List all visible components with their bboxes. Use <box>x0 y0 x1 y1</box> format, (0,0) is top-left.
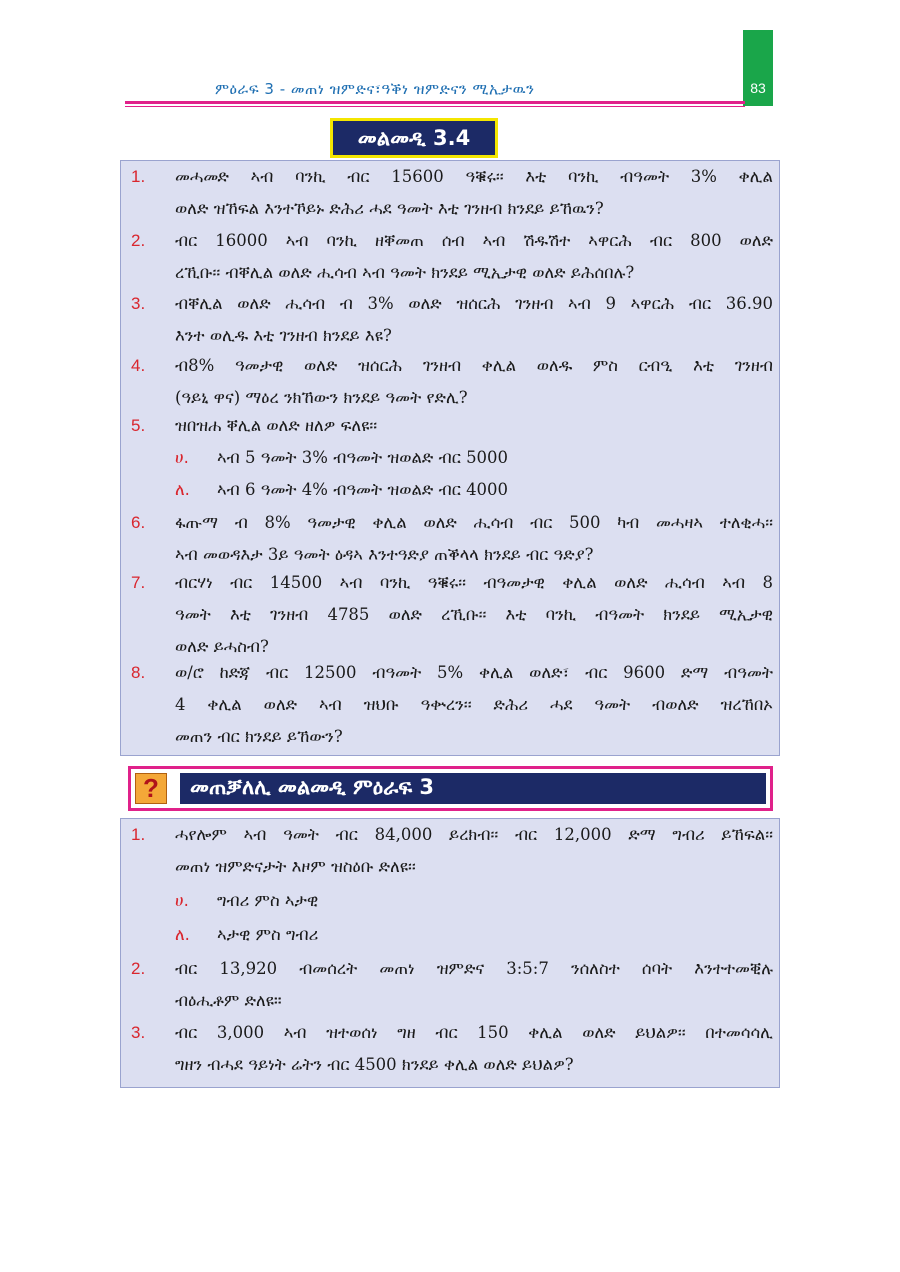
exercise-title: መልመዲ 3.4 <box>357 125 471 150</box>
exercise-title-box <box>330 118 498 158</box>
question-mark-icon: ? <box>135 773 167 804</box>
question-text: መጠን ብር ክንደይ ይኸውን? <box>175 727 343 746</box>
question-number: 2. <box>131 231 146 250</box>
question-text: ግዘን ብሓደ ዓይነት ሬትን ብር 4500 ክንደይ ቀሊል ወለድ ይህልዎ? <box>175 1055 574 1074</box>
question-text: (ዓይኒ ዋና) ማዕረ ንክኸውን ክንደይ ዓመት የድሊ? <box>175 388 468 407</box>
review-panel <box>120 818 780 1088</box>
question-text: ብዕሒቶም ድለዩ። <box>175 991 282 1010</box>
sub-label: ሀ. <box>175 448 189 467</box>
question-text: 4 ቀሊል ወለድ ኣብ ዝህቡ ዓቍረን፡፡ ድሕሪ ሓደ ዓመት ብወለድ ዝረኸበኦ <box>175 695 773 714</box>
question-text: መጠነ ዝምድናታት እዞም ዝስዕቡ ድለዩ፡፡ <box>175 857 416 876</box>
question-text: ብ8% ዓመታዊ ወለድ ዝሰርሕ ገንዘብ ቀሊል ወለዱ ምስ ርብዒ እቲ ገንዘብ <box>175 356 773 375</box>
question-text: ብር 16000 ኣብ ባንኪ ዘቐመጠ ሰብ ኣብ ሽዱሽተ ኣዋርሕ ብር 800 ወለድ <box>175 231 773 250</box>
sub-label: ለ. <box>175 925 190 944</box>
sub-text: ግብሪ ምስ ኣታዊ <box>217 891 319 910</box>
question-number: 8. <box>131 663 146 682</box>
exercise-panel <box>120 160 780 756</box>
question-number: 5. <box>131 416 146 435</box>
question-text: ረኺቡ፡፡ ብቐሊል ወለድ ሒሳብ ኣብ ዓመት ክንደይ ሚኢታዊ ወለድ ይሕሰበሉ? <box>175 263 635 282</box>
question-text: ኣብ መወዳእታ 3ይ ዓመት ዕዳኣ እንተዓድያ ጠቕላላ ክንደይ ብር ዓድያ? <box>175 545 594 564</box>
question-text: ብቐሊል ወለድ ሒሳብ ብ 3% ወለድ ዝሰርሕ ገንዘብ ኣብ 9 ኣዋርሕ ብር 36.90 <box>175 294 773 313</box>
question-number: 1. <box>131 825 146 844</box>
question-text: ዝበዝሐ ቐሊል ወለድ ዘለዎ ፍለዩ፡፡ <box>175 416 378 435</box>
chapter-title: ምዕራፍ 3 - መጠነ ዝምድና፣ዓቕነ ዝምድናን ሚኢታዉን <box>215 80 535 98</box>
question-text: እንተ ወሊዱ እቲ ገንዘብ ክንደይ እዩ? <box>175 326 392 345</box>
question-text: መሓመድ ኣብ ባንኪ ብር 15600 ዓቑሩ፡፡ እቲ ባንኪ ብዓመት 3% ቀሊል <box>175 167 773 186</box>
sub-text: ኣታዊ ምስ ግብሪ <box>217 925 319 944</box>
review-title-box <box>128 766 773 811</box>
question-text: ብርሃነ ብር 14500 ኣብ ባንኪ ዓቑሩ፡፡ ብዓመታዊ ቀሊል ወለድ ሒሳብ ኣብ 8 <box>175 573 773 592</box>
page-number: 83 <box>750 80 766 96</box>
sub-label: ሀ. <box>175 891 189 910</box>
question-number: 6. <box>131 513 146 532</box>
question-text: ብር 13,920 ብመሰረት መጠነ ዝምድና 3:5:7 ንሰለስተ ሰባት እንተተመቒሉ <box>175 959 773 978</box>
question-text: ፋጡማ ብ 8% ዓመታዊ ቀሊል ወለድ ሒሳብ ብር 500 ካብ መሓዛኣ ተለቂሓ፡፡ <box>175 513 773 532</box>
sub-text: ኣብ 6 ዓመት 4% ብዓመት ዝወልድ ብር 4000 <box>217 480 509 499</box>
question-text: ወ/ሮ ከድጃ ብር 12500 ብዓመት 5% ቀሊል ወለድ፣ ብር 9600 ድማ ብዓመት <box>175 663 773 682</box>
sub-label: ለ. <box>175 480 190 499</box>
question-number: 3. <box>131 1023 146 1042</box>
header-divider <box>125 101 745 104</box>
review-title: መጠቓለሊ መልመዲ ምዕራፍ 3 <box>190 775 435 799</box>
question-text: ብር 3,000 ኣብ ዝተወሰነ ግዘ ብር 150 ቀሊል ወለድ ይህልዎ፡፡ በተመሳሳሊ <box>175 1023 773 1042</box>
question-number: 2. <box>131 959 146 978</box>
question-text: ሓየሎም ኣብ ዓመት ብር 84,000 ይረክብ፡፡ ብር 12,000 ድማ ግብሪ ይኸፍል፡፡ <box>175 825 773 844</box>
header-divider-thin <box>125 106 745 107</box>
question-number: 3. <box>131 294 146 313</box>
sub-text: ኣብ 5 ዓመት 3% ብዓመት ዝወልድ ብር 5000 <box>217 448 509 467</box>
review-title-bar <box>180 773 766 804</box>
question-text: ወለድ ዝኸፍል እንተኾይኑ ድሕሪ ሓደ ዓመት እቲ ገንዘብ ክንደይ ይኸዉን? <box>175 199 604 218</box>
question-text: ዓመት እቲ ገንዘብ 4785 ወለድ ረኺቡ፡፡ እቲ ባንኪ ብዓመት ክንደይ ሚኢታዊ <box>175 605 773 624</box>
question-text: ወለድ ይሓስብ? <box>175 637 269 656</box>
question-number: 4. <box>131 356 146 375</box>
question-number: 1. <box>131 167 146 186</box>
question-number: 7. <box>131 573 146 592</box>
